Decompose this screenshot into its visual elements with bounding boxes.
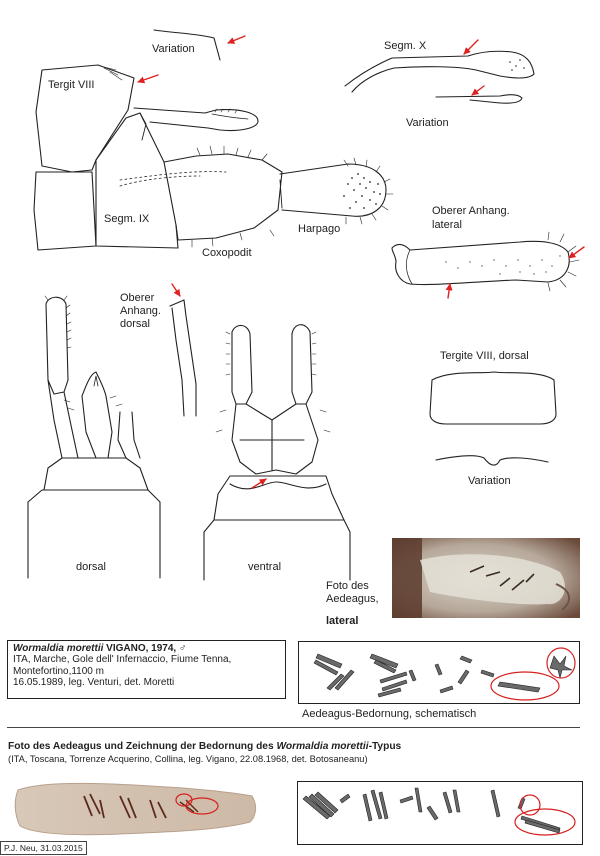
label-tergit-viii: Tergit VIII bbox=[48, 79, 95, 91]
headline-pre: Foto des Aedeagus und Zeichnung der Bedornung des bbox=[8, 741, 277, 752]
label-harpago: Harpago bbox=[298, 223, 341, 235]
sternit-viii-outline bbox=[34, 172, 96, 250]
ventral-coxopodit bbox=[232, 404, 318, 474]
segm-ix-outline bbox=[96, 113, 178, 248]
specimen-info-box bbox=[7, 640, 286, 699]
schematic-box-2 bbox=[297, 781, 583, 845]
label-ventral: ventral bbox=[248, 561, 282, 573]
specimen-date-collector: 16.05.1989, leg. Venturi, det. Moretti bbox=[13, 677, 175, 689]
aedeagus-photo-lateral bbox=[392, 538, 580, 618]
variation-tergite-outline bbox=[436, 456, 548, 465]
label-segm-x: Segm. X bbox=[384, 40, 427, 52]
label-variation-tergite: Variation bbox=[468, 475, 511, 487]
ventral-inner-curve bbox=[230, 482, 326, 489]
label-oberer-dorsal-3: dorsal bbox=[120, 318, 150, 330]
ventral-harpago-left bbox=[232, 325, 252, 404]
arrow-oberer-lateral-bottom bbox=[448, 284, 450, 298]
label-oberer-dorsal-1: Oberer bbox=[120, 292, 155, 304]
dorsal-harpago-left bbox=[46, 297, 68, 394]
species-name: Wormaldia morettii bbox=[13, 643, 104, 654]
headline-post: -Typus bbox=[368, 741, 402, 752]
label-variation-top: Variation bbox=[152, 43, 195, 55]
label-foto-2: Aedeagus, bbox=[326, 593, 379, 605]
dorsal-segm-x bbox=[82, 372, 112, 458]
bottom-subline: (ITA, Toscana, Torrenze Acquerino, Collina, leg. Vigano, 22.08.1968, det. Botosaneanu) bbox=[8, 754, 368, 764]
label-segm-ix: Segm. IX bbox=[104, 213, 150, 225]
label-bedornung: Aedeagus-Bedornung, schematisch bbox=[302, 708, 477, 720]
label-oberer-lateral-1: Oberer Anhang. bbox=[432, 205, 510, 217]
arrow-variation-top bbox=[228, 36, 245, 43]
arrow-segm-x bbox=[464, 40, 478, 54]
harpago-stipple bbox=[343, 173, 381, 209]
label-oberer-dorsal-2: Anhang. bbox=[120, 305, 161, 317]
author-credit: P.J. Neu, 31.03.2015 bbox=[0, 841, 87, 855]
ventral-harpago-right bbox=[292, 325, 312, 404]
divider bbox=[7, 727, 580, 728]
harpago-outline bbox=[280, 164, 386, 216]
specimen-site: Montefortino,1100 m bbox=[13, 665, 104, 677]
label-foto-1: Foto des bbox=[326, 580, 369, 592]
variation-segm-x-outline bbox=[436, 95, 522, 104]
oberer-anhang-stipple bbox=[445, 255, 560, 274]
tergite-viii-dorsal-outline bbox=[430, 372, 556, 424]
segm-x-right-outline bbox=[345, 51, 534, 92]
dorsal-coxopodit-right bbox=[118, 412, 140, 458]
oberer-anhang-dorsal-outline bbox=[170, 300, 196, 416]
label-dorsal: dorsal bbox=[76, 561, 106, 573]
label-oberer-lateral-2: lateral bbox=[432, 219, 462, 231]
arrow-tergit bbox=[138, 75, 158, 82]
label-tergite-dorsal: Tergite VIII, dorsal bbox=[440, 350, 529, 362]
arrow-variation-segm-x bbox=[472, 86, 484, 95]
coxopodit-outline bbox=[164, 154, 282, 240]
specimen-locality: ITA, Marche, Gole dell' Infernaccio, Fiume Tenna, bbox=[13, 654, 232, 666]
arrow-oberer-lateral-right bbox=[569, 247, 584, 258]
headline-species: Wormaldia morettii bbox=[276, 741, 369, 752]
label-variation-segm-x: Variation bbox=[406, 117, 449, 129]
sex-symbol: ♂ bbox=[178, 643, 187, 654]
schematic-box-1 bbox=[298, 641, 580, 704]
segm-x-outline bbox=[134, 108, 258, 131]
arrow-oberer-dorsal bbox=[172, 284, 180, 296]
specimen-title bbox=[13, 643, 280, 654]
aedeagus-photo-typus bbox=[15, 783, 255, 834]
bottom-headline bbox=[8, 741, 401, 752]
species-author: VIGANO, 1974, bbox=[106, 643, 177, 654]
label-coxopodit: Coxopodit bbox=[202, 247, 252, 259]
label-foto-3: lateral bbox=[326, 615, 359, 627]
ventral-hair-tuft bbox=[216, 332, 330, 432]
dorsal-segment bbox=[44, 458, 148, 490]
oberer-anhang-lateral-outline bbox=[392, 241, 569, 284]
